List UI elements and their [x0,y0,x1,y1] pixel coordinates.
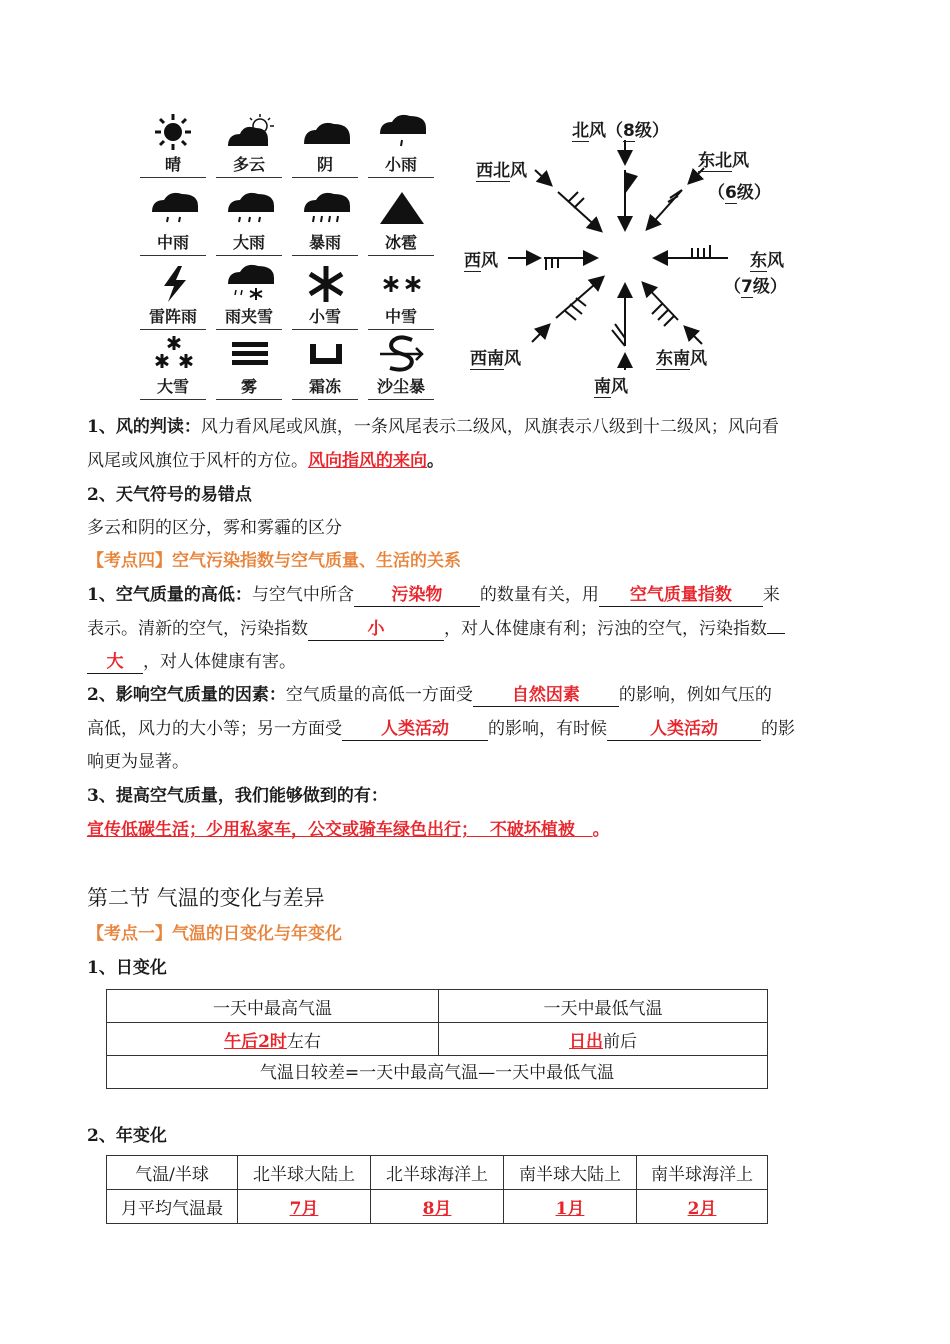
weather-symbol-hail [368,190,434,258]
weather-label: 中雨 [140,230,206,256]
weather-symbol-moderate-rain [140,190,206,258]
weather-label: 晴 [140,152,206,178]
weather-label: 冰雹 [368,230,434,256]
note-wind-reading-cont: 风尾或风旗位于风杆的方位。风向指风的来向。 [87,451,444,471]
heavy-snow-icon [148,334,204,374]
section2-title: 第二节 气温的变化与差异 [87,886,325,910]
answer-blank: 污染物 [354,584,480,607]
daily-change-table [106,989,768,1089]
wind-label-southwest: 西南风 [470,349,521,369]
note-symbol-pitfalls: 多云和阴的区分，雾和雾霾的区分 [87,518,342,538]
daily-min-cell: 日出前后 [439,1023,768,1056]
sleet-icon [224,264,280,304]
kaodian4-q3-head: 3、提高空气质量，我们能够做到的有： [87,786,388,806]
kaodian4-q3-answer: 宣传低碳生活；少用私家车，公交或骑车绿色出行； 不破坏植被 。 [87,820,610,840]
light-snow-icon [300,264,356,304]
weather-label: 多云 [216,152,282,178]
weather-symbol-moderate-snow [368,264,434,332]
sandstorm-icon [376,334,432,374]
weather-label: 暴雨 [292,230,358,256]
kaodian4-q2-line1: 2、影响空气质量的因素：空气质量的高低一方面受 自然因素 的影响，例如气压的 [87,685,772,705]
wind-label-northeast-level: （6级） [708,183,771,203]
kaodian4-q2-line2: 高低，风力的大小等；另一方面受 人类活动 的影响，有时候 人类活动 的影 [87,719,795,739]
north-pennant-icon [625,172,638,194]
annual-row-label: 月平均气温最 [107,1190,238,1224]
wind-label-east-level: （7级） [724,277,787,297]
answer-blank: 人类活动 [607,718,761,741]
note-symbol-pitfalls-head: 2、天气符号的易错点 [87,485,252,505]
weather-symbol-light-snow [292,264,358,332]
kaodian4-q1-line2: 表示。清新的空气，污染指数 小 ，对人体健康有利；污浊的空气，污染指数 [87,618,877,641]
weather-symbol-grid [140,112,440,402]
weather-label: 雷阵雨 [140,304,206,330]
weather-symbol-frost [292,334,358,402]
weather-symbol-light-rain [368,112,434,180]
annual-change-table [106,1155,768,1224]
annual-header: 南半球海洋上 [637,1156,768,1190]
weather-label: 霜冻 [292,374,358,400]
heavy-rain-icon [224,190,280,230]
answer-blank: 小 [308,618,444,641]
fog-icon [224,334,280,374]
kaodian4-q2-line3: 响更为显著。 [87,752,189,772]
weather-label: 中雪 [368,304,434,330]
weather-label: 沙尘暴 [368,374,434,400]
wind-rose-diagram [460,110,820,405]
daily-min-head: 一天中最低气温 [439,990,768,1023]
annual-value: 7月 [238,1190,371,1224]
annual-value: 1月 [504,1190,637,1224]
annual-header: 北半球大陆上 [238,1156,371,1190]
wind-label-east: 东风 [750,251,784,271]
partly-cloudy-icon [224,112,280,152]
answer-blank: 空气质量指数 [599,584,763,607]
wind-label-south: 南风 [594,377,628,397]
wind-label-southeast: 东南风 [656,349,707,369]
weather-label: 小雨 [368,152,434,178]
annual-header: 北半球海洋上 [371,1156,504,1190]
annual-header: 气温/半球 [107,1156,238,1190]
wind-label-north: 北风（8级） [572,121,669,141]
wind-label-northwest: 西北风 [476,161,527,181]
weather-symbol-overcast [292,112,358,180]
annual-change-head: 2、年变化 [87,1126,167,1146]
answer-blank: 自然因素 [473,684,619,707]
weather-label: 小雪 [292,304,358,330]
weather-symbol-heavy-rain [216,190,282,258]
weather-label: 雾 [216,374,282,400]
annual-header: 南半球大陆上 [504,1156,637,1190]
frost-icon [300,334,356,374]
daily-max-head: 一天中最高气温 [107,990,439,1023]
thunderstorm-icon [148,264,204,304]
moderate-rain-icon [148,190,204,230]
weather-symbol-cloudy [216,112,282,180]
kaodian1-title: 【考点一】气温的日变化与年变化 [87,924,342,944]
rainstorm-icon [300,190,356,230]
daily-max-cell: 午后2时左右 [107,1023,439,1056]
annual-value: 2月 [637,1190,768,1224]
weather-symbol-sleet [216,264,282,332]
daily-change-head: 1、日变化 [87,958,167,978]
weather-label: 阴 [292,152,358,178]
note-wind-reading: 1、风的判读：风力看风尾或风旗，一条风尾表示二级风，风旗表示八级到十二级风；风向看 [87,417,779,437]
weather-symbol-rainstorm [292,190,358,258]
weather-symbol-thunderstorm [140,264,206,332]
light-rain-icon [376,112,432,152]
hail-icon [376,190,432,230]
weather-label: 大雨 [216,230,282,256]
sun-icon [148,112,198,152]
weather-symbol-fog [216,334,282,402]
annual-value: 8月 [371,1190,504,1224]
wind-label-northeast: 东北风 [698,151,749,171]
overcast-icon [300,112,356,152]
kaodian4-q1-line1: 1、空气质量的高低：与空气中所含 污染物 的数量有关，用 空气质量指数 来 [87,585,780,605]
weather-symbol-heavy-snow [140,334,206,402]
weather-label: 大雪 [140,374,206,400]
wind-label-west: 西风 [464,251,498,271]
weather-symbol-sunny [140,112,206,180]
weather-label: 雨夹雪 [216,304,282,330]
kaodian4-q1-line3: 大 ，对人体健康有害。 [87,651,877,674]
kaodian4-title: 【考点四】空气污染指数与空气质量、生活的关系 [87,551,461,571]
answer-blank: 人类活动 [342,718,488,741]
moderate-snow-icon [376,264,432,304]
daily-range-formula: 气温日较差=一天中最高气温—一天中最低气温 [107,1056,768,1089]
answer-blank: 大 [87,651,143,674]
weather-symbol-sandstorm [368,334,434,402]
